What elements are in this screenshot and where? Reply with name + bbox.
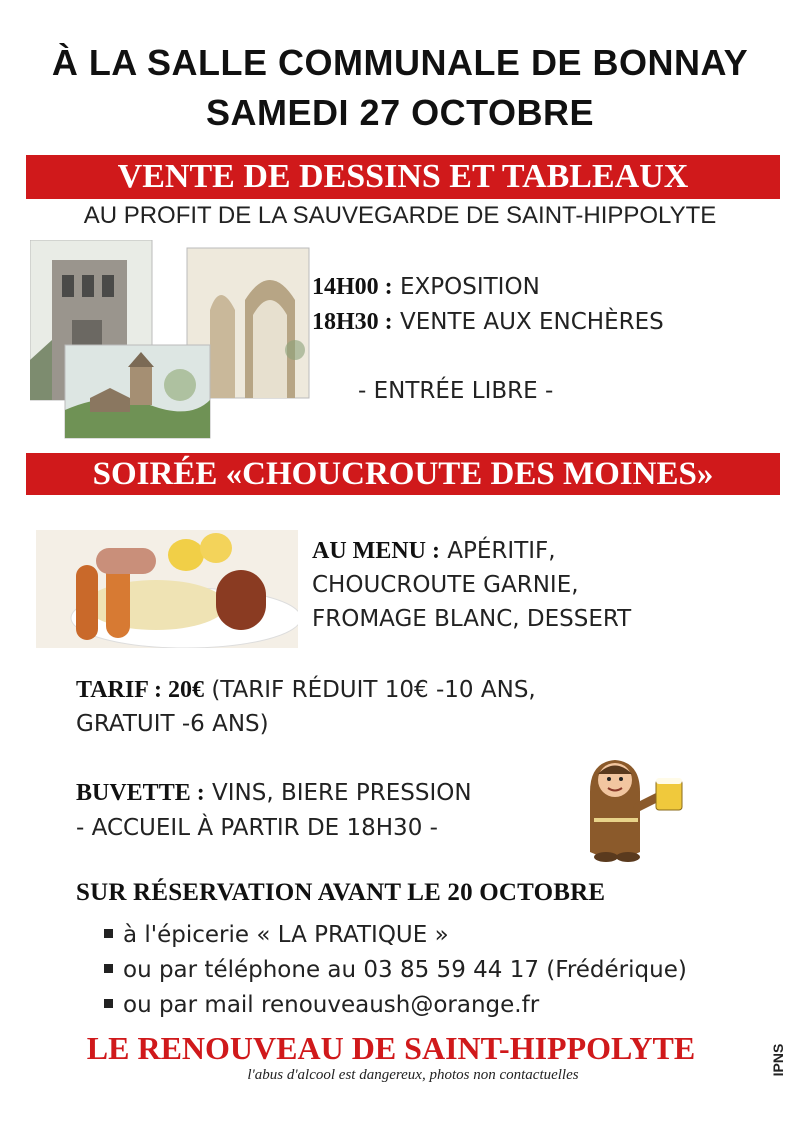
- organization-name: LE RENOUVEAU DE SAINT-HIPPOLYTE: [86, 1030, 696, 1066]
- accueil-note: - ACCUEIL À PARTIR DE 18H30 -: [76, 815, 438, 841]
- bullet-icon: [104, 929, 113, 938]
- buvette-label: BUVETTE :: [76, 780, 205, 806]
- tarif-details: (TARIF RÉDUIT 10€ -10 ANS,: [211, 677, 536, 703]
- bullet-icon: [104, 964, 113, 973]
- choucroute-image: [36, 530, 298, 648]
- sale-banner: VENTE DE DESSINS ET TABLEAUX: [26, 155, 780, 199]
- paintings-collage: [30, 240, 315, 440]
- header-title-line2: SAMEDI 27 OCTOBRE: [206, 92, 594, 133]
- menu-item-aperitif: APÉRITIF,: [447, 538, 556, 564]
- choucroute-photo: [36, 530, 298, 648]
- schedule-event-1: EXPOSITION: [399, 274, 540, 300]
- menu-line-2: CHOUCROUTE GARNIE,: [312, 572, 579, 598]
- disclaimer: l'abus d'alcool est dangereux, photos non contactuelles: [247, 1067, 579, 1083]
- ipns-mark: IPNS: [770, 1043, 786, 1077]
- bullet-icon: [104, 999, 113, 1008]
- list-item: ou par téléphone au 03 85 59 44 17 (Frédérique): [104, 953, 687, 988]
- schedule-row-2: [312, 305, 664, 339]
- monk-image: [570, 752, 695, 864]
- list-item: à l'épicerie « LA PRATIQUE »: [104, 918, 687, 953]
- paintings-image: [30, 240, 315, 440]
- tarif-line-2: GRATUIT -6 ANS): [76, 711, 269, 737]
- entry-note: - ENTRÉE LIBRE -: [358, 378, 554, 404]
- menu-line-1: [312, 534, 556, 568]
- list-item: ou par mail renouveaush@orange.fr: [104, 988, 687, 1023]
- schedule-time-2: 18H30 :: [312, 309, 393, 335]
- schedule-time-1: 14H00 :: [312, 274, 393, 300]
- reservation-list: [104, 918, 687, 1023]
- monk-illustration: [570, 752, 695, 864]
- reservation-title: SUR RÉSERVATION AVANT LE 20 OCTOBRE: [76, 879, 606, 906]
- tarif-line-1: [76, 673, 536, 707]
- menu-label: AU MENU :: [312, 538, 440, 564]
- schedule-event-2: VENTE AUX ENCHÈRES: [399, 309, 664, 335]
- buvette-line: [76, 776, 472, 810]
- header-title-line1: À LA SALLE COMMUNALE DE BONNAY: [51, 42, 749, 83]
- buvette-details: VINS, BIERE PRESSION: [212, 780, 472, 806]
- sale-subtitle: AU PROFIT DE LA SAUVEGARDE DE SAINT-HIPPOLYTE: [83, 202, 717, 229]
- schedule-row-1: [312, 270, 540, 304]
- soiree-banner: SOIRÉE «CHOUCROUTE DES MOINES»: [26, 453, 780, 495]
- tarif-label: TARIF : 20€: [76, 677, 204, 703]
- menu-line-3: FROMAGE BLANC, DESSERT: [312, 606, 632, 632]
